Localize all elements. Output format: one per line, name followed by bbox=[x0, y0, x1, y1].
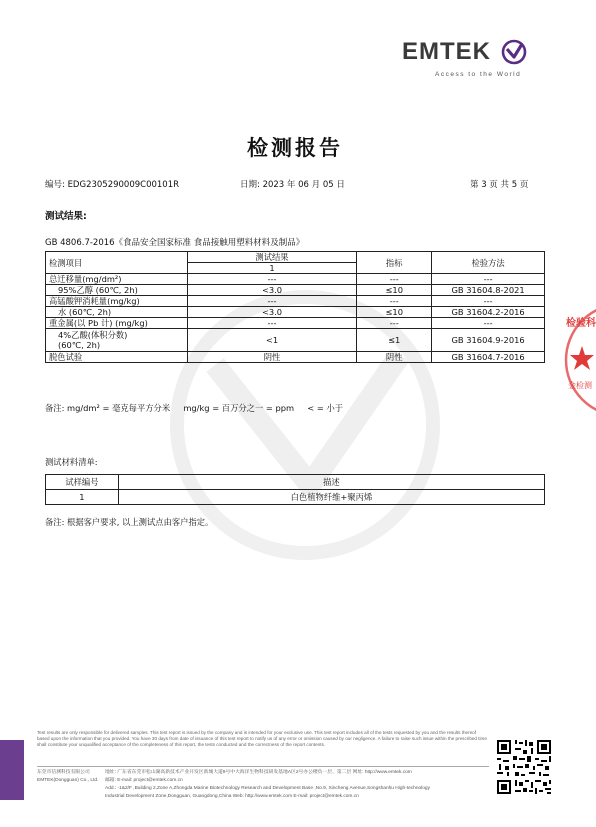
table-row bbox=[46, 274, 545, 285]
page-number: 第 3 页 共 5 页 bbox=[470, 180, 529, 190]
row-item: 高锰酸钾消耗量(mg/kg) bbox=[46, 296, 188, 307]
results-note: 备注: mg/dm² = 毫克每平方分米 mg/kg = 百万分之一 = ppm < = 小于 bbox=[45, 403, 344, 413]
row-method: GB 31604.2-2016 bbox=[432, 307, 545, 318]
logo-tagline: Access to the World bbox=[435, 71, 522, 78]
header-description: 描述 bbox=[118, 475, 544, 490]
row-result: 阴性 bbox=[187, 352, 357, 363]
row-method: --- bbox=[432, 318, 545, 329]
row-item: 重金属(以 Pb 计) (mg/kg) bbox=[46, 318, 188, 329]
table-row bbox=[46, 307, 545, 318]
row-limit: --- bbox=[357, 274, 432, 285]
row-result: <1 bbox=[187, 329, 357, 352]
footer-address-cn: 地址: 广东省东莞市松山湖高新技术产业开发区新城大道9号中大海洋生物科技研发基地A区2号办公楼负一层、第二层 网址: http://www.emtek.com bbox=[105, 770, 412, 775]
footer-email-cn: 邮箱: E-mail: project@emtek.com.cn bbox=[105, 778, 183, 783]
company-logo bbox=[402, 38, 542, 82]
row-result: --- bbox=[187, 296, 357, 307]
header-sample-1: 1 bbox=[187, 263, 357, 274]
header-limit: 指标 bbox=[357, 252, 432, 274]
row-item: 总迁移量(mg/dm²) bbox=[46, 274, 188, 285]
row-item: 95%乙醇 (60℃, 2h) bbox=[46, 285, 188, 296]
footer-address-en: Add.: -1&2/F ,Building 2,Zone A,Zhongda Marine Biotechnology Research and Development Base ,No.9, Xincheng Avenue,Songshanhu High-technology bbox=[105, 786, 430, 791]
row-item-line1: 4%乙酸(体积分数) bbox=[58, 330, 128, 340]
header-result: 测试结果 bbox=[187, 252, 357, 263]
row-method: --- bbox=[432, 296, 545, 307]
materials-table bbox=[45, 474, 545, 505]
footer-address-en-2: Industrial Development Zone,Dongguan, Guangdong,China Web: http://www.emtek.com E-mail: project@emtek.com.cn bbox=[105, 794, 359, 799]
row-limit: --- bbox=[357, 296, 432, 307]
sample-id: 1 bbox=[46, 490, 119, 505]
report-title: 检测报告 bbox=[247, 136, 343, 160]
row-limit: ≤10 bbox=[357, 285, 432, 296]
materials-heading: 测试材料清单: bbox=[45, 457, 98, 467]
table-row bbox=[46, 318, 545, 329]
logo-check-icon bbox=[500, 38, 528, 66]
sample-description: 白色植物纤维+聚丙烯 bbox=[118, 490, 544, 505]
table-row bbox=[46, 329, 545, 352]
header-item: 检测项目 bbox=[46, 252, 188, 274]
row-item bbox=[46, 329, 188, 352]
row-result: <3.0 bbox=[187, 307, 357, 318]
results-table bbox=[45, 251, 545, 363]
footer-divider bbox=[37, 766, 489, 767]
footer-accent-bar bbox=[0, 740, 24, 800]
table-row bbox=[46, 296, 545, 307]
materials-note: 备注: 根据客户要求, 以上测试点由客户指定。 bbox=[45, 517, 214, 527]
qr-code[interactable] bbox=[495, 738, 553, 796]
row-result: --- bbox=[187, 274, 357, 285]
results-heading: 测试结果: bbox=[45, 211, 87, 222]
row-limit: ≤10 bbox=[357, 307, 432, 318]
row-item-line2: (60℃, 2h) bbox=[58, 340, 101, 350]
table-row bbox=[46, 490, 545, 505]
row-limit: ≤1 bbox=[357, 329, 432, 352]
logo-text: EMTEK bbox=[402, 38, 491, 65]
header-method: 检验方法 bbox=[432, 252, 545, 274]
standard-reference: GB 4806.7-2016《食品安全国家标准 食品接触用塑料材料及制品》 bbox=[45, 238, 305, 248]
row-item: 脱色试验 bbox=[46, 352, 188, 363]
footer-company-cn: 东莞市信测科技有限公司 bbox=[37, 770, 90, 775]
footer-disclaimer: Test results are only responsible for delivered samples. This test report is issued by the company and is intended for your exclusive use. This test report includes all of the tests requested by you and the results thereof based upon the information that you provided. You have 30 days from date of issuance of this test report to notify us of any error or omission caused by our negligence. A failure to raise such issue within the prescribed time shall constitute your unqualified acceptance of the completeness of this report, the tests conducted and the correctness of the report contents. bbox=[37, 730, 487, 747]
report-date: 日期: 2023 年 06 月 05 日 bbox=[240, 180, 345, 190]
stamp-text-bottom: 金检测 bbox=[568, 381, 592, 390]
row-method: GB 31604.9-2016 bbox=[432, 329, 545, 352]
row-result: --- bbox=[187, 318, 357, 329]
row-limit: 阴性 bbox=[357, 352, 432, 363]
row-method: GB 31604.8-2021 bbox=[432, 285, 545, 296]
table-row bbox=[46, 285, 545, 296]
row-limit: --- bbox=[357, 318, 432, 329]
row-method: GB 31604.7-2016 bbox=[432, 352, 545, 363]
header-sample-id: 试样编号 bbox=[46, 475, 119, 490]
stamp-text-top: 检验科 bbox=[566, 318, 596, 329]
row-item: 水 (60℃, 2h) bbox=[46, 307, 188, 318]
table-row bbox=[46, 352, 545, 363]
row-method: --- bbox=[432, 274, 545, 285]
footer-company-en: EMTEK(Dongguan) Co., Ltd. bbox=[37, 778, 99, 783]
row-result: <3.0 bbox=[187, 285, 357, 296]
report-number: 编号: EDG2305290009C00101R bbox=[45, 180, 180, 190]
